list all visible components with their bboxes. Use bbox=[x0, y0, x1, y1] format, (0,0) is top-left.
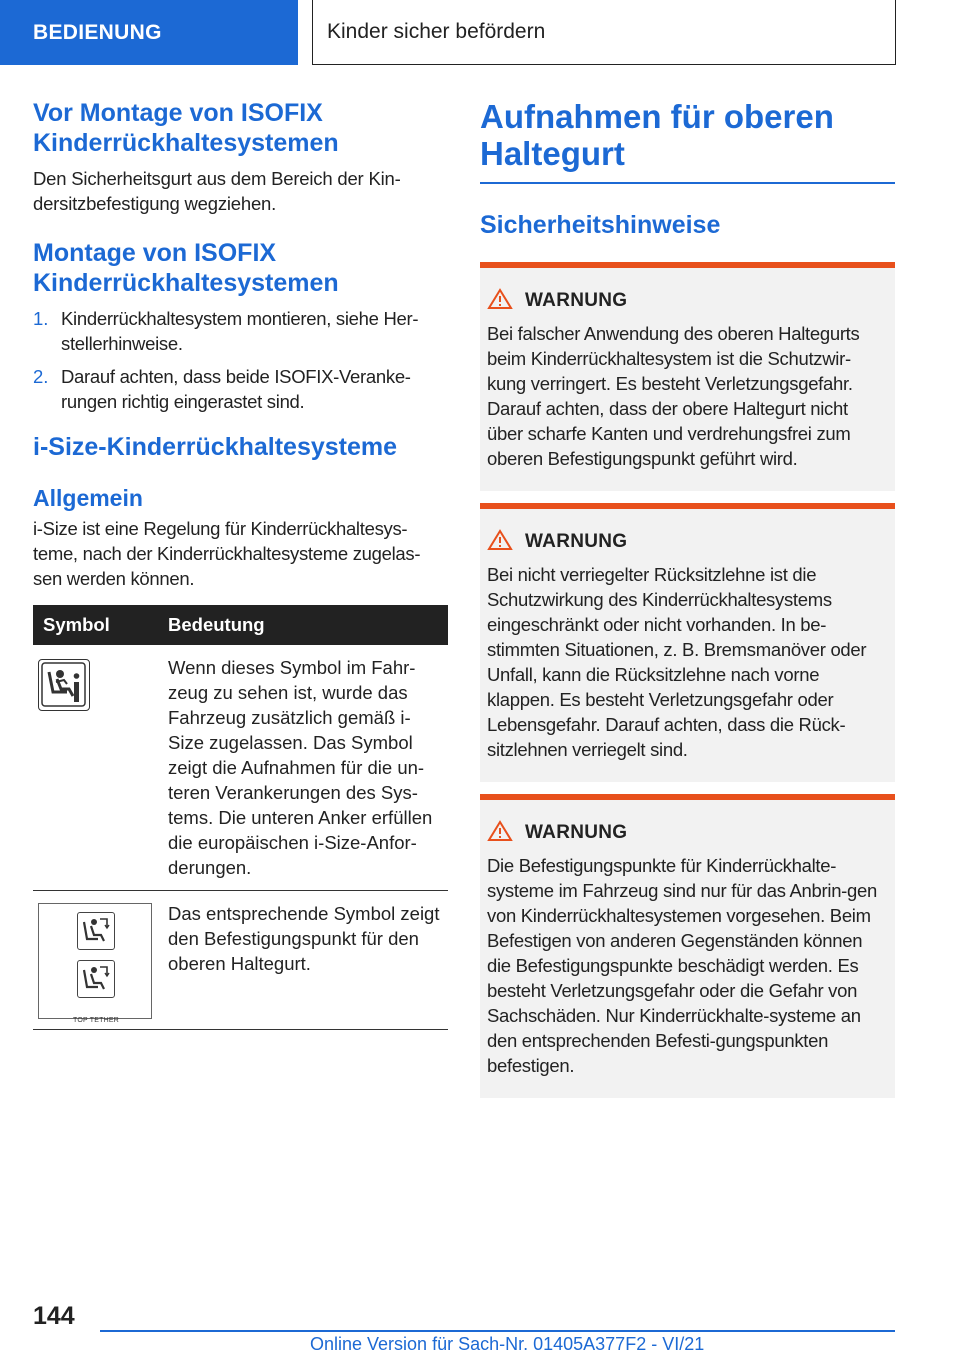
heading-rule bbox=[480, 182, 895, 184]
warning-triangle-icon bbox=[487, 288, 513, 315]
symbol-table bbox=[33, 605, 448, 1030]
table-cell-meaning: Wenn dieses Symbol im Fahr-zeug zu sehen ist, wurde das Fahrzeug zusätzlich gemäß i-Size zugelassen. Das Symbol zeigt die Aufnahmen für die un-teren Verankerungen des Sys-tems. Die unteren Anker erfüllen die europäischen i-Size-Anfor-derungen. bbox=[158, 645, 448, 891]
page-number: 144 bbox=[33, 1302, 75, 1330]
step-text: Darauf achten, dass beide ISOFIX-Veranke-rungen richtig eingerastet sind. bbox=[61, 366, 411, 412]
warning-triangle-icon bbox=[487, 820, 513, 847]
warning-label: WARNUNG bbox=[525, 290, 628, 311]
warning-triangle-icon bbox=[487, 529, 513, 556]
heading-before-mounting: Vor Montage von ISOFIX Kinderrückhaltesystemen bbox=[33, 99, 339, 157]
section-tab: BEDIENUNG bbox=[0, 0, 298, 65]
warning-title bbox=[487, 529, 887, 556]
warning-label: WARNUNG bbox=[525, 822, 628, 843]
warning-label: WARNUNG bbox=[525, 531, 628, 552]
table-cell-symbol bbox=[33, 891, 158, 1030]
chapter-title: Kinder sicher befördern bbox=[312, 0, 896, 65]
warning-box bbox=[480, 262, 895, 491]
step-number: 2. bbox=[33, 366, 49, 387]
heading-top-tether: Aufnahmen für oberen Haltegurt bbox=[480, 98, 834, 172]
table-cell-symbol bbox=[33, 645, 158, 891]
right-column bbox=[480, 98, 895, 1098]
heading-general: Allgemein bbox=[33, 485, 143, 511]
tether-anchor-icon bbox=[77, 960, 115, 998]
left-column bbox=[33, 98, 448, 1030]
list-item bbox=[33, 306, 448, 356]
heading-mounting: Montage von ISOFIX Kinderrückhaltesystemen bbox=[33, 239, 339, 297]
top-tether-label: TOP TETHER bbox=[73, 1017, 119, 1024]
warning-title bbox=[487, 820, 887, 847]
tether-anchor-icon bbox=[77, 912, 115, 950]
isize-child-seat-icon bbox=[38, 659, 90, 711]
footer-rule bbox=[100, 1330, 895, 1332]
table-row bbox=[33, 891, 448, 1030]
table-header-meaning: Bedeutung bbox=[158, 605, 448, 645]
top-tether-icon bbox=[38, 903, 152, 1024]
table-row bbox=[33, 645, 448, 891]
warning-text: Bei falscher Anwendung des oberen Haltegurts beim Kinderrückhaltesystem ist die Schutzwir-kung verringert. Es besteht Verletzungsgefahr. Darauf achten, dass der obere Haltegurt nicht über scharfe Kanten und verdrehungsfrei zum oberen Befestigungspunkt geführt wird. bbox=[487, 322, 860, 469]
step-text: Kinderrückhaltesystem montieren, siehe Her-stellerhinweise. bbox=[61, 308, 419, 354]
table-cell-meaning: Das entsprechende Symbol zeigt den Befestigungspunkt für den oberen Haltegurt. bbox=[158, 891, 448, 1030]
paragraph-before-mounting: Den Sicherheitsgurt aus dem Bereich der Kin-dersitzbefestigung wegziehen. bbox=[33, 168, 401, 214]
warning-box bbox=[480, 794, 895, 1098]
mounting-steps bbox=[33, 306, 448, 414]
heading-isize: i-Size-Kinderrückhaltesysteme bbox=[33, 433, 398, 461]
warning-title bbox=[487, 288, 887, 315]
table-header-symbol: Symbol bbox=[33, 605, 158, 645]
heading-safety-notes: Sicherheitshinweise bbox=[480, 210, 721, 239]
paragraph-general: i-Size ist eine Regelung für Kinderrückhaltesys-teme, nach der Kinderrückhaltesysteme zugelas-sen werden können. bbox=[33, 518, 421, 589]
list-item bbox=[33, 364, 448, 414]
step-number: 1. bbox=[33, 308, 49, 329]
warning-text: Die Befestigungspunkte für Kinderrückhalte-systeme im Fahrzeug sind nur für das Anbrin-gen von Kinderrückhaltesystemen vorgesehen. Beim Befestigen von anderen Gegenständen können die Befestigungspunkte beschädigt werden. Es besteht Verletzungsgefahr oder die Gefahr von Sachschäden. Nur Kinderrückhalte-systeme an den entsprechenden Befesti-gungspunkten befestigen. bbox=[487, 854, 878, 1076]
online-version-note: Online Version für Sach-Nr. 01405A377F2 - VI/21 bbox=[310, 1334, 705, 1354]
warning-text: Bei nicht verriegelter Rücksitzlehne ist die Schutzwirkung des Kinderrückhaltesystems eingeschränkt oder nicht vorhanden. In be-stimmten Situationen, z. B. Bremsmanöver oder Unfall, kann die Rücksitzlehne nach vorne klappen. Es besteht Verletzungsgefahr oder Lebensgefahr. Darauf achten, dass die Rück-sitzlehnen verriegelt sind. bbox=[487, 563, 867, 760]
warning-box bbox=[480, 503, 895, 782]
